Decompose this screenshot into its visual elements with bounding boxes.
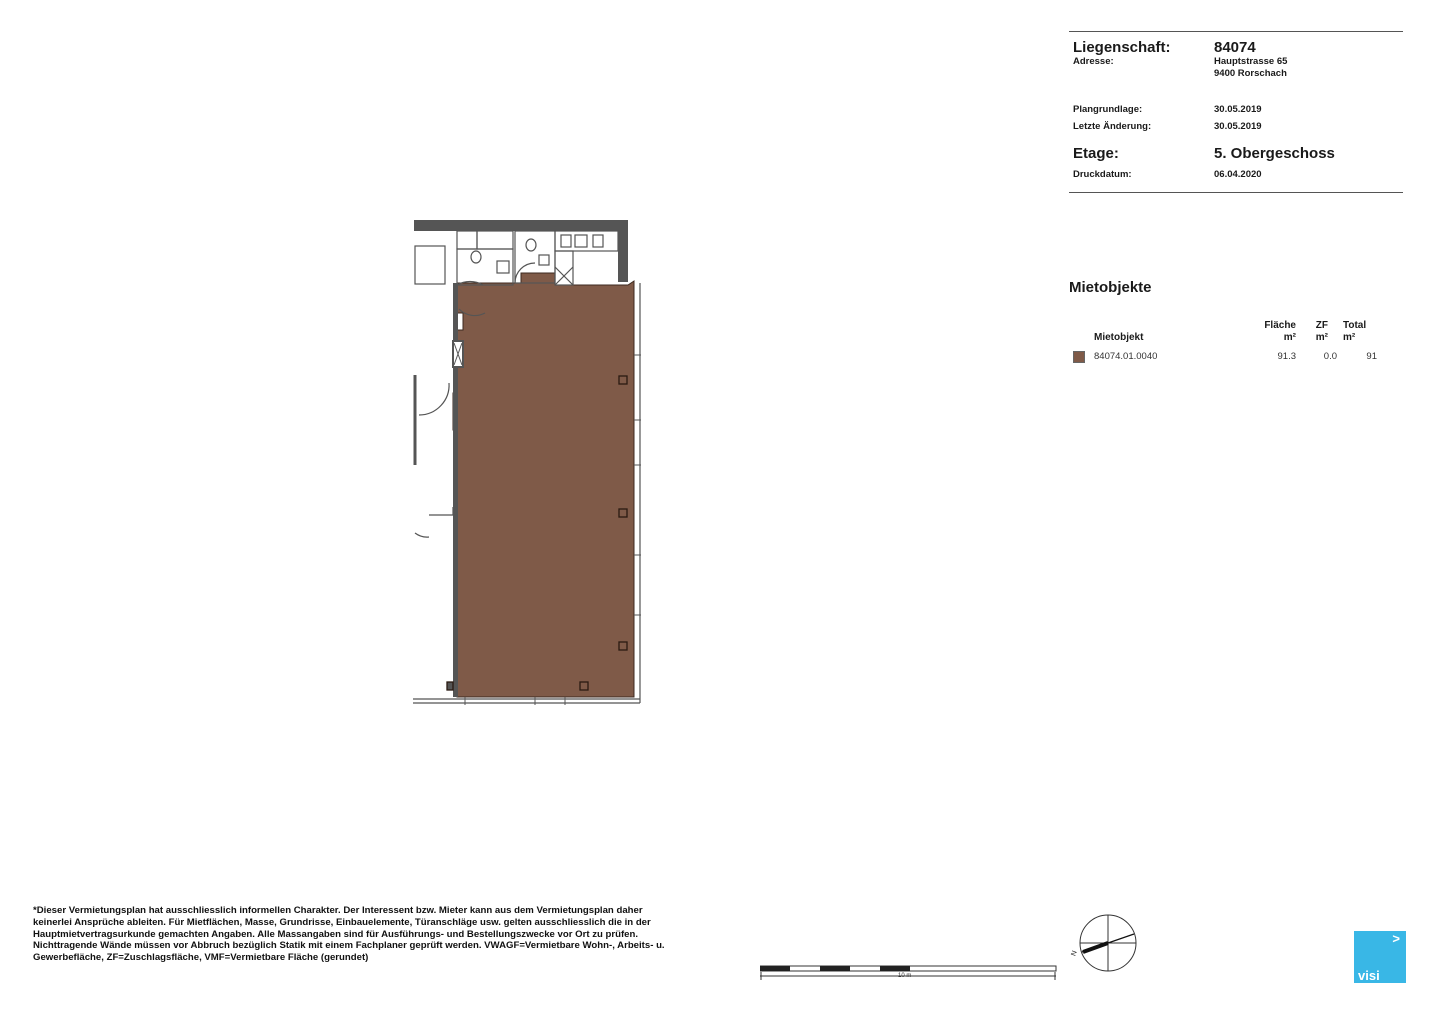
north-label: N — [1070, 949, 1079, 958]
disclaimer-text: *Dieser Vermietungsplan hat ausschliesslich informellen Charakter. Der Interessent bzw. Mieter kann aus dem Vermietungsplan daher keinerlei Ansprüche ableiten. Für Mietflächen, Masse, Grundrisse, Einbauelemente, Türanschläge usw. gelten ausschliesslich die in der Hauptmietvertragsurkunde gemachten Angaben. Alle Massangaben sind für Ausführungs- und Bestellungszwecke vor Ort zu prüfen. Nichttragende Wände müssen vor Abbruch bezüglich Statik mit einem Fachplaner geprüft werden. VWAGF=Vermietbare Wohn-, Arbeits- u. Gewerbefläche, ZF=Zuschlagsfläche, VMF=Vermietbare Fläche (gerundet) — [33, 905, 665, 964]
visi-logo — [1354, 931, 1406, 983]
col-total-label: Total — [1343, 320, 1367, 331]
row-total: 91 — [1366, 351, 1377, 362]
color-swatch — [1073, 351, 1085, 363]
scale-label: 10 m — [898, 973, 912, 979]
liegenschaft-value: 84074 — [1214, 39, 1256, 56]
plangrundlage-label: Plangrundlage: — [1073, 104, 1143, 115]
adresse-label: Adresse: — [1073, 56, 1114, 67]
header-bottom-rule — [1069, 192, 1403, 193]
table-row — [1072, 350, 1392, 364]
adresse-line1: Hauptstrasse 65 — [1214, 56, 1288, 67]
logo-text: visi — [1358, 968, 1380, 983]
col-flaeche-header — [1248, 320, 1296, 344]
col-flaeche-unit: m² — [1283, 332, 1296, 343]
col-zf-unit: m² — [1315, 332, 1328, 343]
letzte-aenderung-label: Letzte Änderung: — [1073, 121, 1152, 132]
col-zf-label: ZF — [1315, 320, 1328, 331]
druckdatum-value: 06.04.2020 — [1214, 169, 1262, 180]
col-flaeche-label: Fläche — [1264, 320, 1296, 331]
col-total-unit: m² — [1343, 332, 1356, 343]
mietobjekte-title: Mietobjekte — [1069, 279, 1152, 296]
logo-arrow-icon: > — [1392, 931, 1400, 946]
etage-value: 5. Obergeschoss — [1214, 145, 1335, 162]
plangrundlage-value: 30.05.2019 — [1214, 104, 1262, 115]
row-id: 84074.01.0040 — [1094, 351, 1158, 362]
row-flaeche: 91.3 — [1277, 351, 1296, 362]
etage-label: Etage: — [1073, 145, 1119, 162]
col-mietobjekt-header: Mietobjekt — [1094, 332, 1144, 343]
row-zf: 0.0 — [1323, 351, 1337, 362]
north-arrow-icon — [1070, 912, 1142, 976]
druckdatum-label: Druckdatum: — [1073, 169, 1132, 180]
letzte-aenderung-value: 30.05.2019 — [1214, 121, 1262, 132]
floor-plan — [405, 215, 650, 710]
adresse-line2: 9400 Rorschach — [1214, 68, 1287, 79]
rental-area — [453, 273, 634, 697]
wall-top-right — [618, 220, 628, 282]
wall-top — [414, 220, 628, 231]
col-total-header — [1343, 320, 1366, 344]
liegenschaft-label: Liegenschaft: — [1073, 39, 1171, 56]
col-zf-header — [1300, 320, 1328, 344]
header-top-rule — [1069, 31, 1403, 32]
